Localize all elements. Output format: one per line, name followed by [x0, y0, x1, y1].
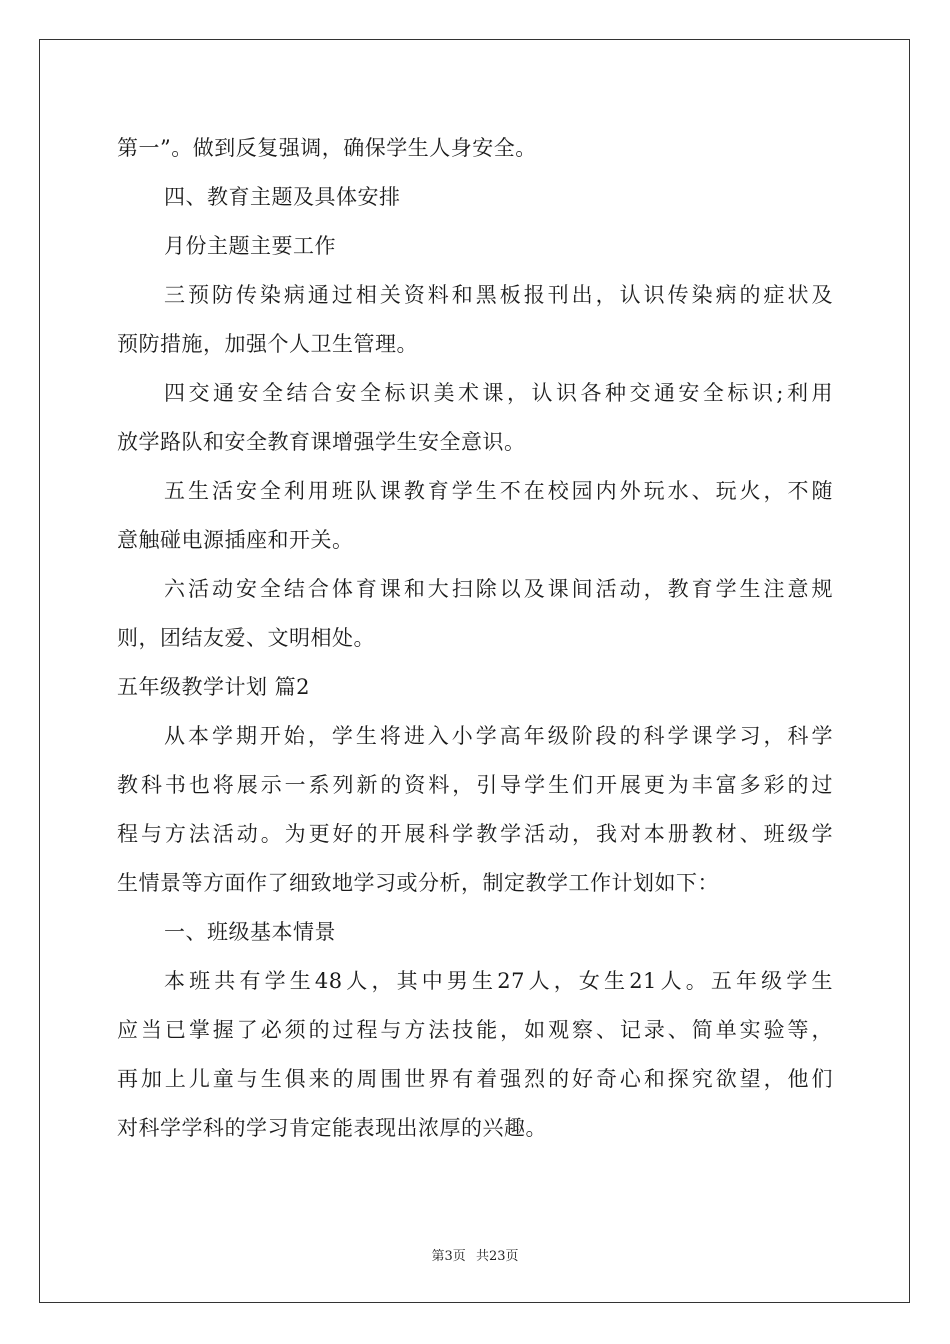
text-line: 教科书也将展示一系列新的资料，引导学生们开展更为丰富多彩的过	[117, 773, 833, 797]
text-line: 预防措施，加强个人卫生管理。	[117, 332, 418, 356]
text-line: 从本学期开始，学生将进入小学高年级阶段的科学课学习，科学	[164, 724, 833, 748]
text-line: 第一”。做到反复强调，确保学生人身安全。	[117, 136, 537, 160]
text-line: 三预防传染病通过相关资料和黑板报刊出，认识传染病的症状及	[164, 283, 833, 307]
page-footer	[0, 1245, 950, 1264]
text-line: 对科学学科的学习肯定能表现出浓厚的兴趣。	[117, 1116, 547, 1140]
page-total: 共23页	[475, 1249, 519, 1264]
text-line: 五生活安全利用班队课教育学生不在校园内外玩水、玩火，不随	[164, 479, 833, 503]
text-line: 放学路队和安全教育课增强学生安全意识。	[117, 430, 526, 454]
text-line: 再加上儿童与生俱来的周围世界有着强烈的好奇心和探究欲望，他们	[117, 1067, 833, 1091]
text-line: 则，团结友爱、文明相处。	[117, 626, 375, 650]
text-line: 六活动安全结合体育课和大扫除以及课间活动，教育学生注意规	[164, 577, 833, 601]
section-heading: 一、班级基本情景	[164, 920, 336, 944]
text-line: 月份主题主要工作	[164, 234, 336, 258]
text-line: 应当已掌握了必须的过程与方法技能，如观察、记录、简单实验等，	[117, 1018, 833, 1042]
text-line: 程与方法活动。为更好的开展科学教学活动，我对本册教材、班级学	[117, 822, 833, 846]
article-title: 五年级教学计划 篇2	[117, 675, 311, 699]
text-line: 本班共有学生48人，其中男生27人，女生21人。五年级学生	[164, 969, 833, 993]
text-line: 生情景等方面作了细致地学习或分析，制定教学工作计划如下：	[117, 871, 719, 895]
document-body	[117, 124, 833, 1153]
text-line: 四交通安全结合安全标识美术课，认识各种交通安全标识;利用	[164, 381, 833, 405]
section-heading: 四、教育主题及具体安排	[164, 185, 401, 209]
page-number: 第3页	[431, 1249, 466, 1264]
text-line: 意触碰电源插座和开关。	[117, 528, 354, 552]
